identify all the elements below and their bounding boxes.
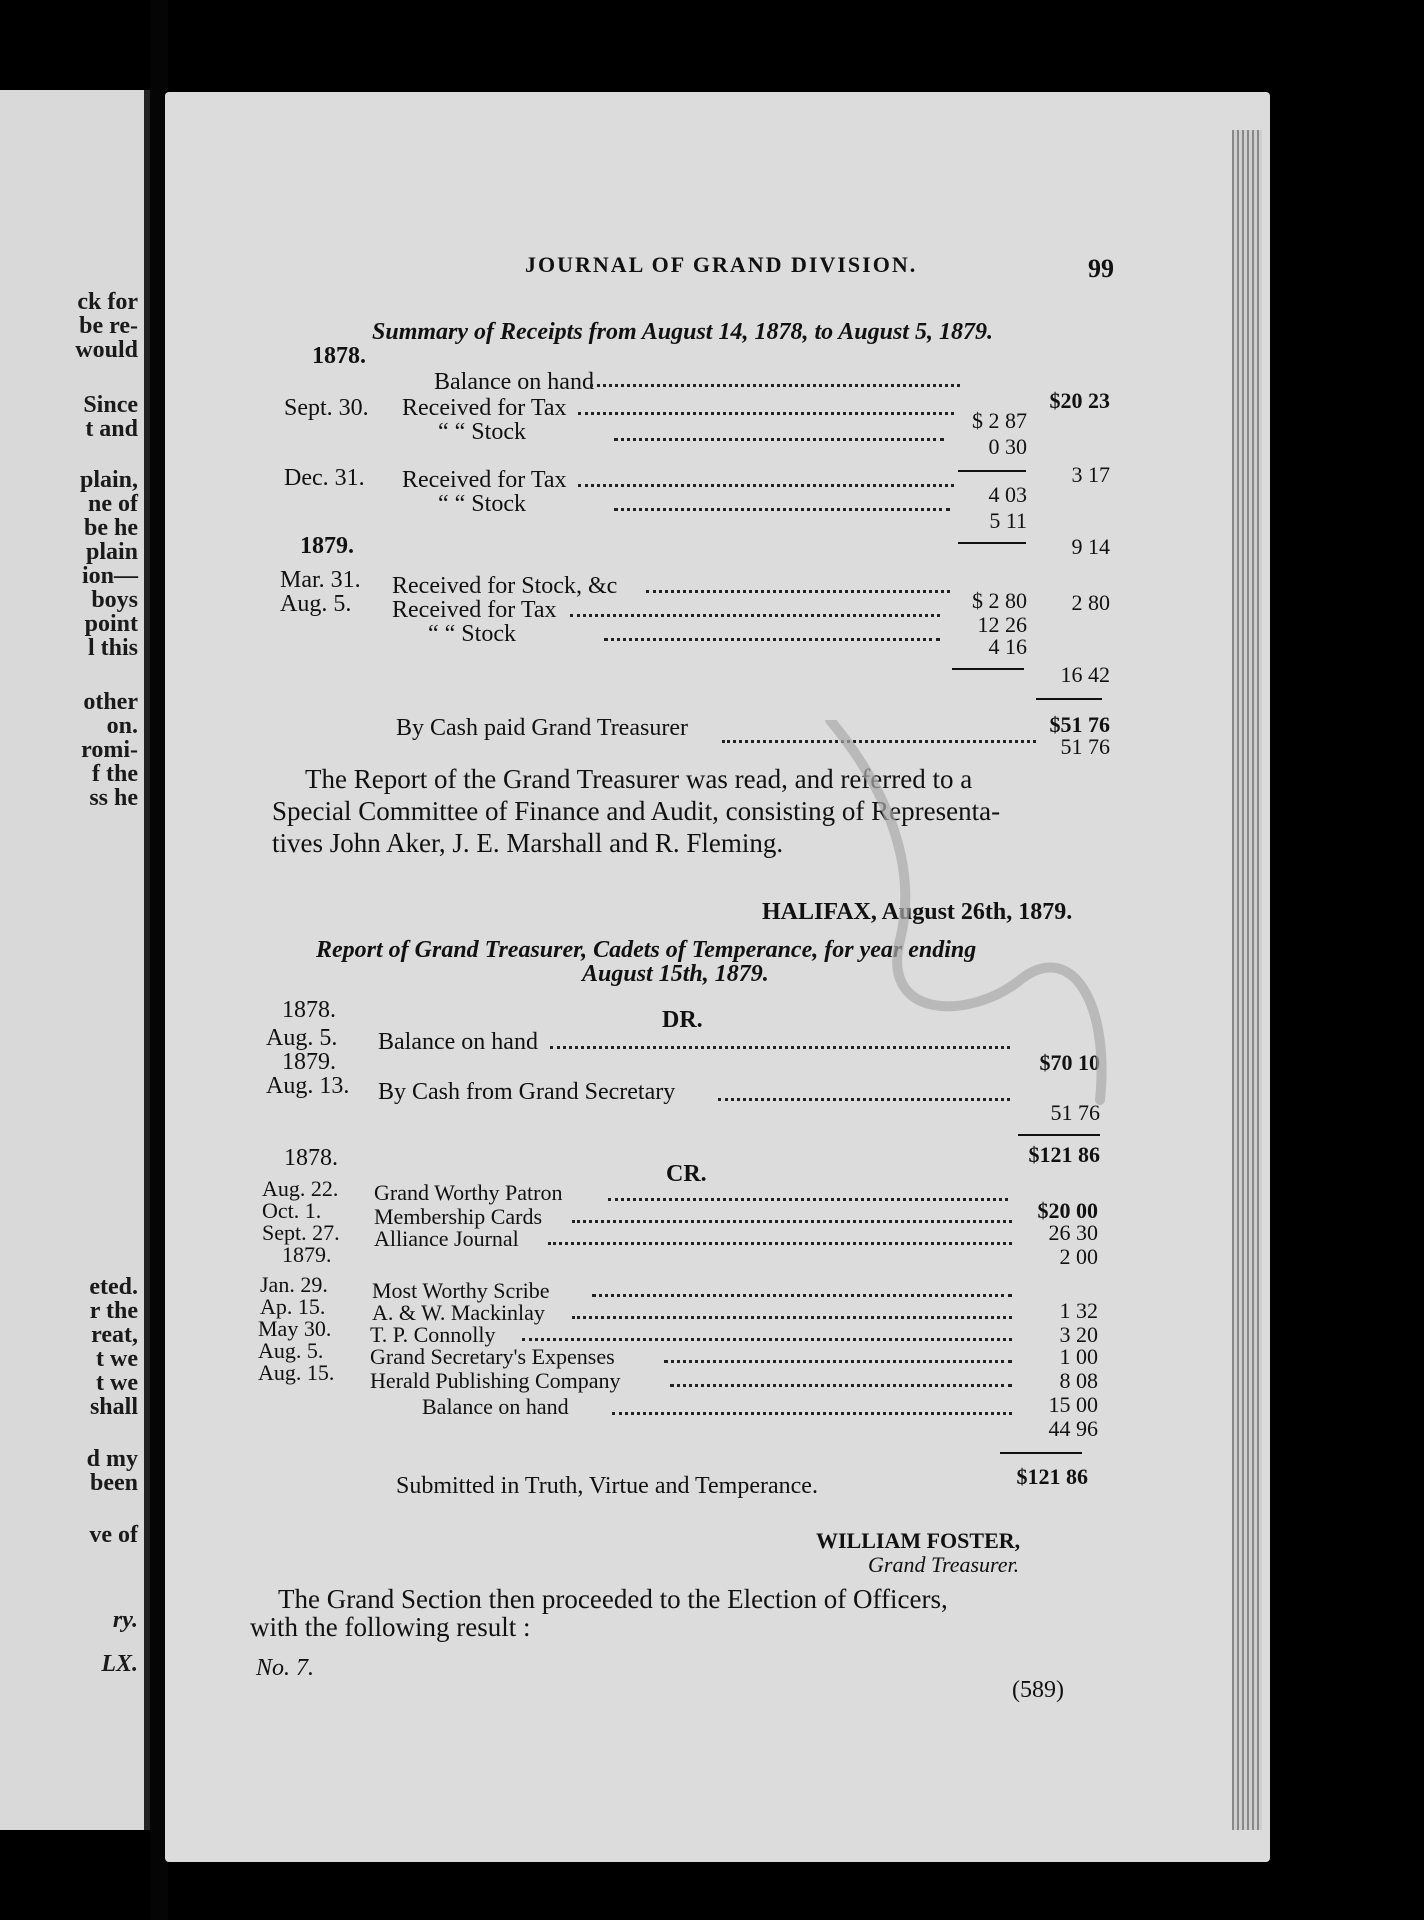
leader-dots — [664, 1360, 1012, 1363]
left-page-line: plain — [85, 539, 138, 565]
left-page-line: other — [83, 689, 138, 715]
summary-row-sub: $ 2 80 — [972, 588, 1027, 613]
left-page-line: point — [84, 611, 138, 637]
paragraph-line: tives John Aker, J. E. Marshall and R. Fleming. — [272, 828, 784, 858]
summary-row-sub: 4 03 — [988, 482, 1027, 507]
summary-row-sub: 0 30 — [988, 434, 1027, 459]
leader-dots — [608, 1198, 1008, 1201]
cr-row-date: Aug. 22. — [262, 1176, 339, 1201]
summary-row-desc: Received for Tax — [392, 597, 557, 623]
left-page-line: been — [90, 1470, 138, 1496]
left-page-line: plain, — [79, 467, 138, 493]
summary-row-desc: Received for Tax — [402, 467, 567, 493]
left-page-line: shall — [89, 1394, 138, 1420]
left-page-line: on. — [106, 713, 138, 739]
left-page-line: eted. — [89, 1274, 138, 1300]
left-page-line: t and — [85, 416, 138, 442]
cr-heading: CR. — [666, 1161, 707, 1187]
summary-row-date: Aug. 5. — [280, 591, 352, 617]
left-page-line: ry. — [112, 1607, 138, 1633]
signature-mark: No. 7. — [256, 1655, 315, 1681]
leader-dots — [670, 1384, 1012, 1387]
cr-row-date: May 30. — [258, 1316, 332, 1341]
subtotal-rule — [952, 668, 1024, 670]
scan-hair-artifact — [820, 720, 1140, 1120]
cr-row-desc: Grand Secretary's Expenses — [370, 1344, 615, 1369]
summary-row-sub: 4 16 — [988, 634, 1027, 659]
paragraph-line: The Grand Section then proceeded to the Election of Officers, — [278, 1584, 948, 1614]
signer-name: WILLIAM FOSTER, — [816, 1528, 1021, 1553]
cr-row-date: Oct. 1. — [262, 1198, 322, 1223]
subtotal-rule — [958, 470, 1026, 472]
leader-dots — [572, 1220, 1012, 1223]
leader-dots — [604, 638, 940, 641]
left-page-line: r the — [89, 1298, 138, 1324]
cr-row-date: Aug. 5. — [258, 1338, 324, 1363]
cr-row-amount: 15 00 — [1048, 1392, 1098, 1417]
cr-row-desc: A. & W. Mackinlay — [372, 1300, 545, 1325]
left-page-line: f the — [92, 761, 138, 787]
running-header: JOURNAL OF GRAND DIVISION. — [525, 252, 918, 277]
leader-dots — [570, 614, 940, 617]
cr-row-amount: 26 30 — [1048, 1220, 1098, 1245]
summary-grand-total: $51 76 — [1049, 712, 1110, 737]
cr-row-date: Jan. 29. — [260, 1272, 328, 1297]
cr-row-desc: Most Worthy Scribe — [372, 1278, 550, 1303]
left-page-line: t we — [96, 1346, 138, 1372]
sheet-number: (589) — [1012, 1677, 1064, 1703]
left-page-line: ion— — [81, 563, 138, 589]
left-page-line: t we — [96, 1370, 138, 1396]
left-page-line: boys — [91, 587, 138, 613]
left-page-line: ve of — [89, 1522, 138, 1548]
previous-page-fragment — [0, 90, 150, 1830]
cr-row-amount: 3 20 — [1059, 1322, 1098, 1347]
summary-row-date: Sept. 30. — [284, 395, 369, 421]
left-page-line: reat, — [91, 1322, 138, 1348]
leader-dots — [578, 484, 954, 487]
summary-row-desc: Received for Tax — [402, 395, 567, 421]
leader-dots — [614, 508, 950, 511]
report-title: Report of Grand Treasurer, Cadets of Temperance, for year ending — [316, 937, 977, 963]
dr-row-amount: $70 10 — [1039, 1050, 1100, 1075]
left-page-line: ck for — [77, 289, 138, 315]
page-edge-stack — [1232, 130, 1262, 1830]
paid-amount: 51 76 — [1060, 734, 1110, 759]
left-page-line: be he — [84, 515, 138, 541]
total-rule — [1036, 698, 1102, 700]
dr-year: 1879. — [282, 1049, 336, 1075]
cr-row-amount: 44 96 — [1048, 1416, 1098, 1441]
leader-dots — [522, 1338, 1012, 1341]
signer-title: Grand Treasurer. — [868, 1552, 1020, 1577]
left-page-line: l this — [87, 635, 138, 661]
cr-total: $121 86 — [1016, 1464, 1088, 1489]
summary-row-desc: Balance on hand — [434, 369, 594, 395]
dr-row-date: Aug. 5. — [266, 1025, 338, 1051]
leader-dots — [572, 1316, 1012, 1319]
summary-row-sub: 12 26 — [977, 612, 1027, 637]
leader-dots — [592, 1294, 1012, 1297]
cr-row-desc: Balance on hand — [422, 1394, 569, 1419]
left-page-line: romi- — [81, 737, 138, 763]
dr-row-desc: Balance on hand — [378, 1029, 538, 1055]
summary-row-total: 3 17 — [1071, 462, 1110, 487]
cr-row-date: Ap. 15. — [260, 1294, 326, 1319]
leader-dots — [646, 590, 950, 593]
summary-row-date: Mar. 31. — [280, 567, 361, 593]
cr-row-desc: T. P. Connolly — [370, 1322, 496, 1347]
page-number: 99 — [1088, 254, 1114, 283]
summary-row-total: 2 80 — [1071, 590, 1110, 615]
cr-row-desc: Membership Cards — [374, 1204, 543, 1229]
summary-row-date: Dec. 31. — [284, 465, 365, 491]
cr-row-amount: $20 00 — [1037, 1198, 1098, 1223]
leader-dots — [578, 412, 954, 415]
left-page-line: ss he — [89, 785, 138, 811]
subtotal-rule — [958, 542, 1026, 544]
left-page-line: Since — [83, 392, 138, 418]
leader-dots — [590, 384, 960, 387]
cr-year: 1879. — [282, 1242, 332, 1267]
cr-row-amount: 2 00 — [1059, 1244, 1098, 1269]
total-rule — [1018, 1134, 1100, 1136]
total-rule — [1000, 1452, 1082, 1454]
summary-row-desc: “ “ Stock — [438, 419, 526, 445]
cr-row-desc: Grand Worthy Patron — [374, 1180, 563, 1205]
dr-heading: DR. — [662, 1007, 703, 1033]
dr-row-desc: By Cash from Grand Secretary — [378, 1079, 676, 1105]
summary-subtotal: 9 14 — [1071, 534, 1110, 559]
leader-dots — [614, 438, 944, 441]
report-title-date: August 15th, 1879. — [582, 961, 769, 987]
dr-total: $121 86 — [1028, 1142, 1100, 1167]
left-page-line: LX. — [101, 1651, 138, 1677]
cr-row-desc: Herald Publishing Company — [370, 1368, 621, 1393]
cr-row-amount: 1 32 — [1059, 1298, 1098, 1323]
paragraph-line: Special Committee of Finance and Audit, consisting of Representa- — [272, 796, 1001, 826]
cr-row-date: Aug. 15. — [258, 1360, 335, 1385]
summary-year-1878: 1878. — [312, 343, 366, 369]
paragraph-line: with the following result : — [250, 1612, 531, 1642]
summary-row-desc: “ “ Stock — [428, 621, 516, 647]
summary-row-sub: $ 2 87 — [972, 408, 1027, 433]
dr-row-date: Aug. 13. — [266, 1073, 350, 1099]
cr-row-amount: 1 00 — [1059, 1344, 1098, 1369]
leader-dots — [612, 1412, 1012, 1415]
summary-subtotal: 16 42 — [1060, 662, 1110, 687]
summary-row-desc: Received for Stock, &c — [392, 573, 618, 599]
submitted-line: Submitted in Truth, Virtue and Temperance. — [396, 1473, 818, 1499]
paragraph-line: The Report of the Grand Treasurer was read, and referred to a — [305, 764, 973, 794]
dr-row-amount: 51 76 — [1050, 1100, 1100, 1125]
left-page-line: ne of — [88, 491, 138, 517]
left-page-line: be re- — [79, 313, 138, 339]
summary-title: Summary of Receipts from August 14, 1878, to August 5, 1879. — [372, 319, 993, 345]
cr-year: 1878. — [284, 1145, 338, 1171]
cr-row-desc: Alliance Journal — [374, 1226, 519, 1251]
place-date: HALIFAX, August 26th, 1879. — [762, 899, 1073, 925]
summary-year-1879: 1879. — [300, 533, 354, 559]
dr-year: 1878. — [282, 997, 336, 1023]
left-page-line: d my — [86, 1446, 138, 1472]
paid-label: By Cash paid Grand Treasurer — [396, 715, 688, 741]
leader-dots — [548, 1242, 1012, 1245]
left-page-line: would — [75, 337, 138, 363]
cr-row-date: Sept. 27. — [262, 1220, 340, 1245]
summary-row-sub: 5 11 — [989, 508, 1027, 533]
cr-row-amount: 8 08 — [1059, 1368, 1098, 1393]
summary-row-desc: “ “ Stock — [438, 491, 526, 517]
summary-row-total: $20 23 — [1049, 388, 1110, 413]
